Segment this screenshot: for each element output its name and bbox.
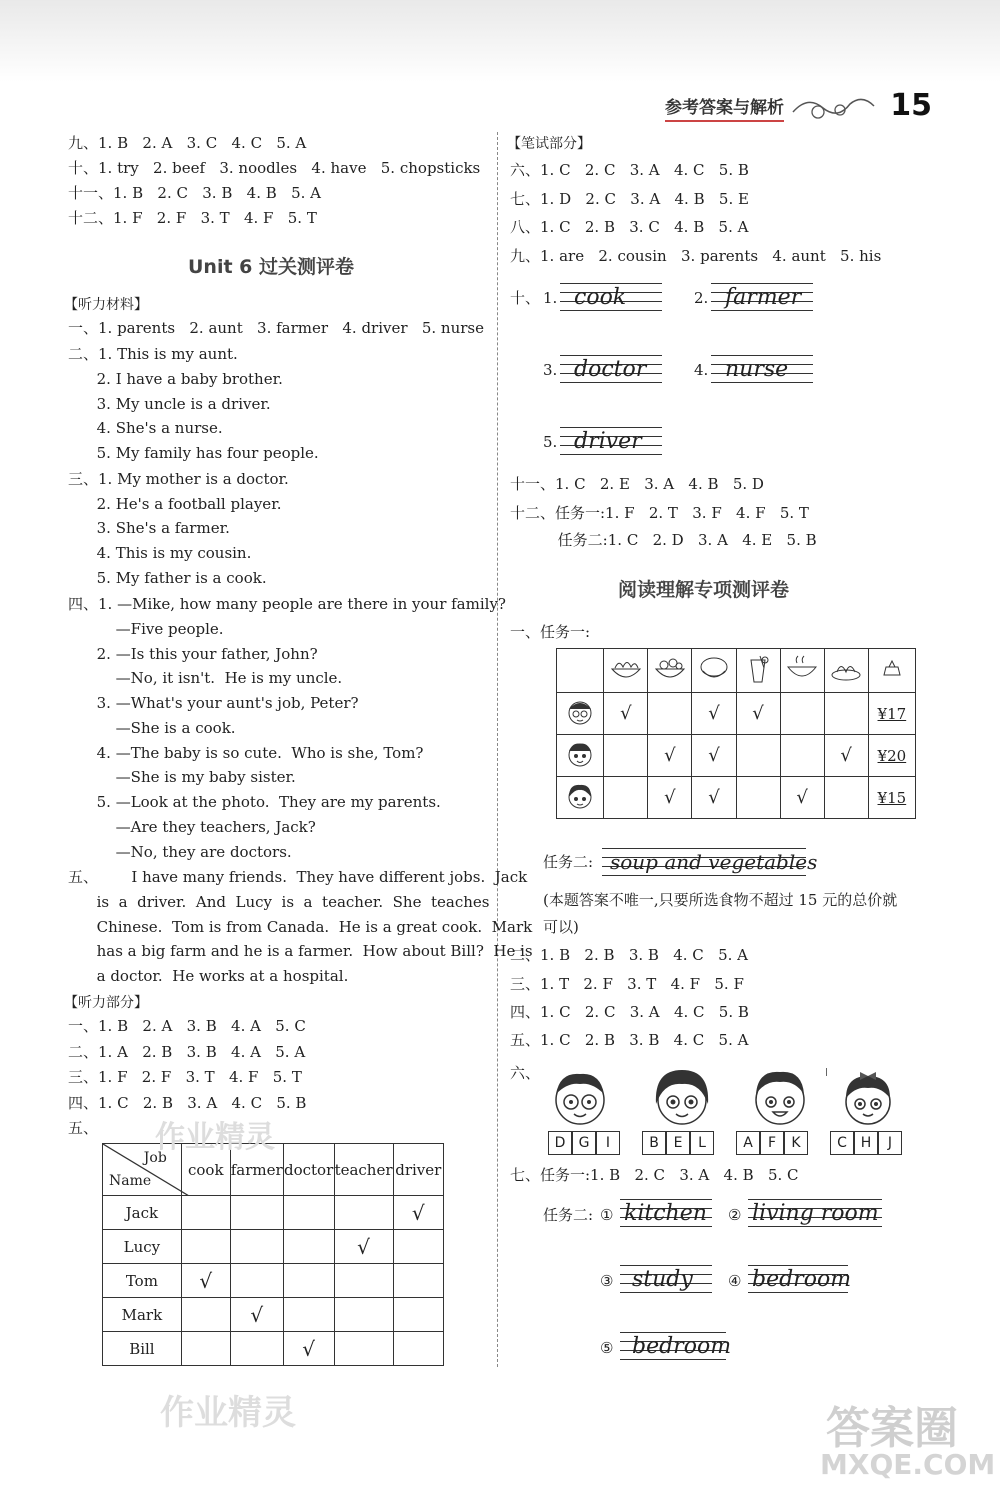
material-line: 二、1. This is my aunt. bbox=[68, 345, 238, 363]
left-answer-line: 十、1. try 2. beef 3. noodles 4. have 5. chopsticks bbox=[68, 159, 481, 177]
material-line: 2. I have a baby brother. bbox=[68, 370, 283, 388]
check-cell bbox=[230, 1196, 283, 1230]
check-cell bbox=[604, 735, 648, 777]
handwritten-answer: doctor bbox=[574, 357, 647, 382]
check-cell bbox=[824, 693, 868, 735]
check-cell bbox=[283, 1196, 334, 1230]
letter-box: C bbox=[830, 1131, 854, 1155]
check-cell: √ bbox=[692, 777, 736, 819]
check-cell bbox=[824, 777, 868, 819]
handwritten-answer: bedroom bbox=[752, 1267, 852, 1292]
right-answer-line: 十一、1. C 2. E 3. A 4. B 5. D bbox=[510, 475, 764, 493]
right-answer-line: 四、1. C 2. C 3. A 4. C 5. B bbox=[510, 1003, 749, 1021]
watermark-brand-bottom: 作业精灵 bbox=[160, 1393, 296, 1433]
material-line: 2. —Is this your father, John? bbox=[68, 645, 318, 663]
food-table-corner bbox=[557, 649, 604, 693]
material-line: 3. She's a farmer. bbox=[68, 519, 230, 537]
letter-group bbox=[642, 1131, 714, 1155]
four-line-bedroom-2 bbox=[620, 1332, 732, 1362]
job-column-header: driver bbox=[393, 1144, 443, 1196]
check-cell: √ bbox=[648, 735, 692, 777]
check-cell bbox=[181, 1298, 230, 1332]
right-answer-line: 八、1. C 2. B 3. C 4. B 5. A bbox=[510, 218, 749, 236]
table-row bbox=[103, 1332, 444, 1366]
task-two-label: 任务二: bbox=[543, 853, 594, 871]
four-line-driver bbox=[560, 427, 662, 457]
check-cell: √ bbox=[692, 735, 736, 777]
passage-line: 五、 I have many friends. They have different jobs. Jack bbox=[68, 868, 528, 886]
check-cell bbox=[334, 1196, 393, 1230]
check-cell bbox=[230, 1332, 283, 1366]
material-line: 2. He's a football player. bbox=[68, 495, 282, 513]
ten-num: 1. bbox=[543, 289, 558, 307]
check-cell bbox=[181, 1332, 230, 1366]
ten-num: 4. bbox=[694, 361, 709, 379]
right-answer-line: 六、1. C 2. C 3. A 4. C 5. B bbox=[510, 161, 749, 179]
soup-icon bbox=[780, 649, 824, 693]
check-cell bbox=[334, 1264, 393, 1298]
letter-box: H bbox=[854, 1131, 878, 1155]
material-line: —Five people. bbox=[68, 620, 224, 638]
food-table bbox=[556, 648, 916, 819]
row-name: Lucy bbox=[103, 1230, 182, 1264]
letter-box: L bbox=[690, 1131, 714, 1155]
material-line: 4. She's a nurse. bbox=[68, 419, 223, 437]
four-line-cook bbox=[560, 283, 662, 313]
table-row bbox=[557, 735, 916, 777]
rice-icon bbox=[692, 649, 736, 693]
girl-with-bow-face bbox=[836, 1064, 900, 1128]
passage-line: has a big farm and he is a farmer. How about Bill? He is bbox=[68, 942, 533, 960]
table-row bbox=[103, 1264, 444, 1298]
letter-box: J bbox=[878, 1131, 902, 1155]
table-row bbox=[557, 693, 916, 735]
check-cell: √ bbox=[780, 777, 824, 819]
section-one-label: 一、任务一: bbox=[510, 623, 591, 641]
listening-part-label: 【听力部分】 bbox=[64, 995, 148, 1011]
check-cell: √ bbox=[334, 1230, 393, 1264]
check-cell: √ bbox=[393, 1196, 443, 1230]
four-line-task-two bbox=[602, 848, 818, 878]
check-cell: √ bbox=[824, 735, 868, 777]
check-cell bbox=[736, 735, 780, 777]
check-cell bbox=[393, 1264, 443, 1298]
right-answer-line: 五、1. C 2. B 3. B 4. C 5. A bbox=[510, 1031, 749, 1049]
price-cell: ¥17 bbox=[868, 693, 915, 735]
left-answer-line: 十二、1. F 2. F 3. T 4. F 5. T bbox=[68, 209, 317, 227]
boy-face bbox=[748, 1066, 812, 1128]
passage-line: is a driver. And Lucy is a teacher. She teaches bbox=[68, 893, 490, 911]
seven-num: ③ bbox=[600, 1272, 614, 1290]
section-seven-line: 七、任务一:1. B 2. C 3. A 4. B 5. C bbox=[510, 1166, 799, 1184]
letter-box: G bbox=[572, 1131, 596, 1155]
table-row bbox=[103, 1196, 444, 1230]
material-line: 3. —What's your aunt's job, Peter? bbox=[68, 694, 359, 712]
check-cell bbox=[648, 693, 692, 735]
letter-box: B bbox=[642, 1131, 666, 1155]
note-line: 可以) bbox=[543, 918, 579, 936]
handwritten-answer: study bbox=[632, 1267, 693, 1292]
material-line: —No, they are doctors. bbox=[68, 843, 292, 861]
letter-group bbox=[830, 1131, 902, 1155]
written-part-label: 【笔试部分】 bbox=[507, 136, 591, 152]
check-cell bbox=[736, 777, 780, 819]
material-line: 三、1. My mother is a doctor. bbox=[68, 470, 289, 488]
section-ten-label: 十、 bbox=[510, 289, 541, 307]
handwritten-answer: bedroom bbox=[632, 1334, 732, 1359]
material-line: 4. —The baby is so cute. Who is she, Tom? bbox=[68, 744, 424, 762]
ten-num: 2. bbox=[694, 289, 709, 307]
juice-icon bbox=[736, 649, 780, 693]
row-name: Tom bbox=[103, 1264, 182, 1298]
watermark-logo: 答案圈 bbox=[826, 1403, 958, 1454]
job-column-header: doctor bbox=[283, 1144, 334, 1196]
dumplings-icon bbox=[824, 649, 868, 693]
four-line-doctor bbox=[560, 355, 662, 385]
four-line-living-room bbox=[748, 1199, 882, 1229]
row-name: Mark bbox=[103, 1298, 182, 1332]
section-five-label: 五、 bbox=[68, 1119, 99, 1137]
material-line: 四、1. —Mike, how many people are there in your family? bbox=[68, 595, 506, 613]
check-cell bbox=[230, 1264, 283, 1298]
four-line-kitchen bbox=[620, 1199, 712, 1229]
watermark-site: MXQE.COM bbox=[820, 1448, 996, 1481]
four-line-study bbox=[620, 1265, 712, 1295]
listening-material-label: 【听力材料】 bbox=[64, 297, 148, 313]
handwritten-answer: cook bbox=[574, 285, 627, 310]
price-icon bbox=[868, 649, 915, 693]
check-cell: √ bbox=[230, 1298, 283, 1332]
job-column-header: cook bbox=[181, 1144, 230, 1196]
page-number: 15 bbox=[890, 88, 932, 123]
job-column-header: farmer bbox=[230, 1144, 283, 1196]
material-line: 3. My uncle is a driver. bbox=[68, 395, 271, 413]
check-cell bbox=[393, 1298, 443, 1332]
passage-line: Chinese. Tom is from Canada. He is a great cook. Mark bbox=[68, 918, 533, 936]
check-cell: √ bbox=[692, 693, 736, 735]
check-cell: √ bbox=[181, 1264, 230, 1298]
girl-face bbox=[650, 1064, 714, 1128]
letter-box: I bbox=[596, 1131, 620, 1155]
child-avatar bbox=[557, 735, 604, 777]
check-cell: √ bbox=[736, 693, 780, 735]
check-cell bbox=[283, 1264, 334, 1298]
seven-num: ② bbox=[728, 1206, 742, 1224]
handwritten-answer: living room bbox=[752, 1201, 879, 1226]
corner-job-label: Job bbox=[143, 1150, 167, 1166]
job-table bbox=[102, 1143, 444, 1366]
right-answer-line: 任务二:1. C 2. D 3. A 4. E 5. B bbox=[510, 531, 817, 549]
letter-box: K bbox=[784, 1131, 808, 1155]
note-line: (本题答案不唯一,只要所选食物不超过 15 元的总价就 bbox=[543, 891, 898, 909]
right-answer-line: 三、1. T 2. F 3. T 4. F 5. F bbox=[510, 975, 744, 993]
ten-num: 5. bbox=[543, 433, 558, 451]
column-divider bbox=[497, 132, 498, 1367]
handwritten-answer: farmer bbox=[725, 285, 802, 310]
listening-answer-line: 三、1. F 2. F 3. T 4. F 5. T bbox=[68, 1068, 302, 1086]
seven-num: ① bbox=[600, 1206, 614, 1224]
material-line: —No, it isn't. He is my uncle. bbox=[68, 669, 343, 687]
check-cell: √ bbox=[648, 777, 692, 819]
handwritten-answer: kitchen bbox=[624, 1201, 707, 1226]
unit-title: Unit 6 过关测评卷 bbox=[188, 256, 354, 278]
right-answer-line: 二、1. B 2. B 3. B 4. C 5. A bbox=[510, 946, 748, 964]
listening-answer-line: 一、1. B 2. A 3. B 4. A 5. C bbox=[68, 1017, 306, 1035]
header-label: 参考答案与解析 bbox=[665, 93, 784, 122]
right-answer-line: 七、1. D 2. C 3. A 4. B 5. E bbox=[510, 190, 749, 208]
four-line-bedroom bbox=[748, 1265, 852, 1295]
page-header bbox=[665, 90, 878, 124]
seven-num: ④ bbox=[728, 1272, 742, 1290]
check-cell bbox=[393, 1332, 443, 1366]
handwritten-answer: soup and vegetables bbox=[610, 850, 818, 874]
check-cell bbox=[181, 1196, 230, 1230]
ten-num: 3. bbox=[543, 361, 558, 379]
check-cell bbox=[283, 1230, 334, 1264]
table-row bbox=[557, 777, 916, 819]
boy-with-glasses-face bbox=[548, 1066, 612, 1128]
price-cell: ¥15 bbox=[868, 777, 915, 819]
left-answer-line: 九、1. B 2. A 3. C 4. C 5. A bbox=[68, 134, 307, 152]
listening-answer-line: 四、1. C 2. B 3. A 4. C 5. B bbox=[68, 1094, 307, 1112]
material-line: 5. —Look at the photo. They are my parents. bbox=[68, 793, 441, 811]
letter-box: F bbox=[760, 1131, 784, 1155]
table-row bbox=[103, 1230, 444, 1264]
reading-title: 阅读理解专项测评卷 bbox=[618, 579, 790, 601]
watermark-brand: 作业精灵 bbox=[155, 1120, 275, 1155]
passage-line: a doctor. He works at a hospital. bbox=[68, 967, 349, 985]
price-cell: ¥20 bbox=[868, 735, 915, 777]
corner-name-label: Name bbox=[109, 1173, 152, 1189]
material-line: —Are they teachers, Jack? bbox=[68, 818, 316, 836]
seven-task-two-label: 任务二: bbox=[543, 1206, 594, 1224]
right-answer-line: 九、1. are 2. cousin 3. parents 4. aunt 5. his bbox=[510, 247, 882, 265]
check-cell bbox=[283, 1298, 334, 1332]
child-avatar bbox=[557, 693, 604, 735]
child-avatar bbox=[557, 777, 604, 819]
material-line: 4. This is my cousin. bbox=[68, 544, 252, 562]
check-cell bbox=[334, 1298, 393, 1332]
top-scan-band bbox=[0, 0, 1000, 82]
header-decoration-icon bbox=[788, 90, 878, 124]
material-line: 5. My father is a cook. bbox=[68, 569, 267, 587]
job-column-header: teacher bbox=[334, 1144, 393, 1196]
row-name: Jack bbox=[103, 1196, 182, 1230]
check-cell: √ bbox=[604, 693, 648, 735]
handwritten-answer: driver bbox=[574, 429, 642, 454]
letter-group bbox=[736, 1131, 808, 1155]
material-line: —She is my baby sister. bbox=[68, 768, 296, 786]
section-six-label: 六、 bbox=[510, 1064, 541, 1082]
letter-group bbox=[548, 1131, 620, 1155]
material-line: 5. My family has four people. bbox=[68, 444, 319, 462]
check-cell: √ bbox=[283, 1332, 334, 1366]
left-answer-line: 十一、1. B 2. C 3. B 4. B 5. A bbox=[68, 184, 321, 202]
check-cell bbox=[181, 1230, 230, 1264]
check-cell bbox=[780, 693, 824, 735]
material-line: 一、1. parents 2. aunt 3. farmer 4. driver 5. nurse bbox=[68, 319, 484, 337]
check-cell bbox=[393, 1230, 443, 1264]
material-line: —She is a cook. bbox=[68, 719, 236, 737]
check-cell bbox=[604, 777, 648, 819]
letter-box: A bbox=[736, 1131, 760, 1155]
noodles-icon bbox=[604, 649, 648, 693]
letter-box: E bbox=[666, 1131, 690, 1155]
table-row bbox=[103, 1298, 444, 1332]
check-cell bbox=[780, 735, 824, 777]
salad-icon bbox=[648, 649, 692, 693]
letter-box: D bbox=[548, 1131, 572, 1155]
listening-answer-line: 二、1. A 2. B 3. B 4. A 5. A bbox=[68, 1043, 306, 1061]
decor-divider bbox=[826, 1068, 827, 1076]
four-line-farmer bbox=[711, 283, 813, 313]
handwritten-answer: nurse bbox=[725, 357, 789, 382]
row-name: Bill bbox=[103, 1332, 182, 1366]
four-line-nurse bbox=[711, 355, 813, 385]
check-cell bbox=[334, 1332, 393, 1366]
right-answer-line: 十二、任务一:1. F 2. T 3. F 4. F 5. T bbox=[510, 504, 809, 522]
seven-num: ⑤ bbox=[600, 1339, 614, 1357]
check-cell bbox=[230, 1230, 283, 1264]
